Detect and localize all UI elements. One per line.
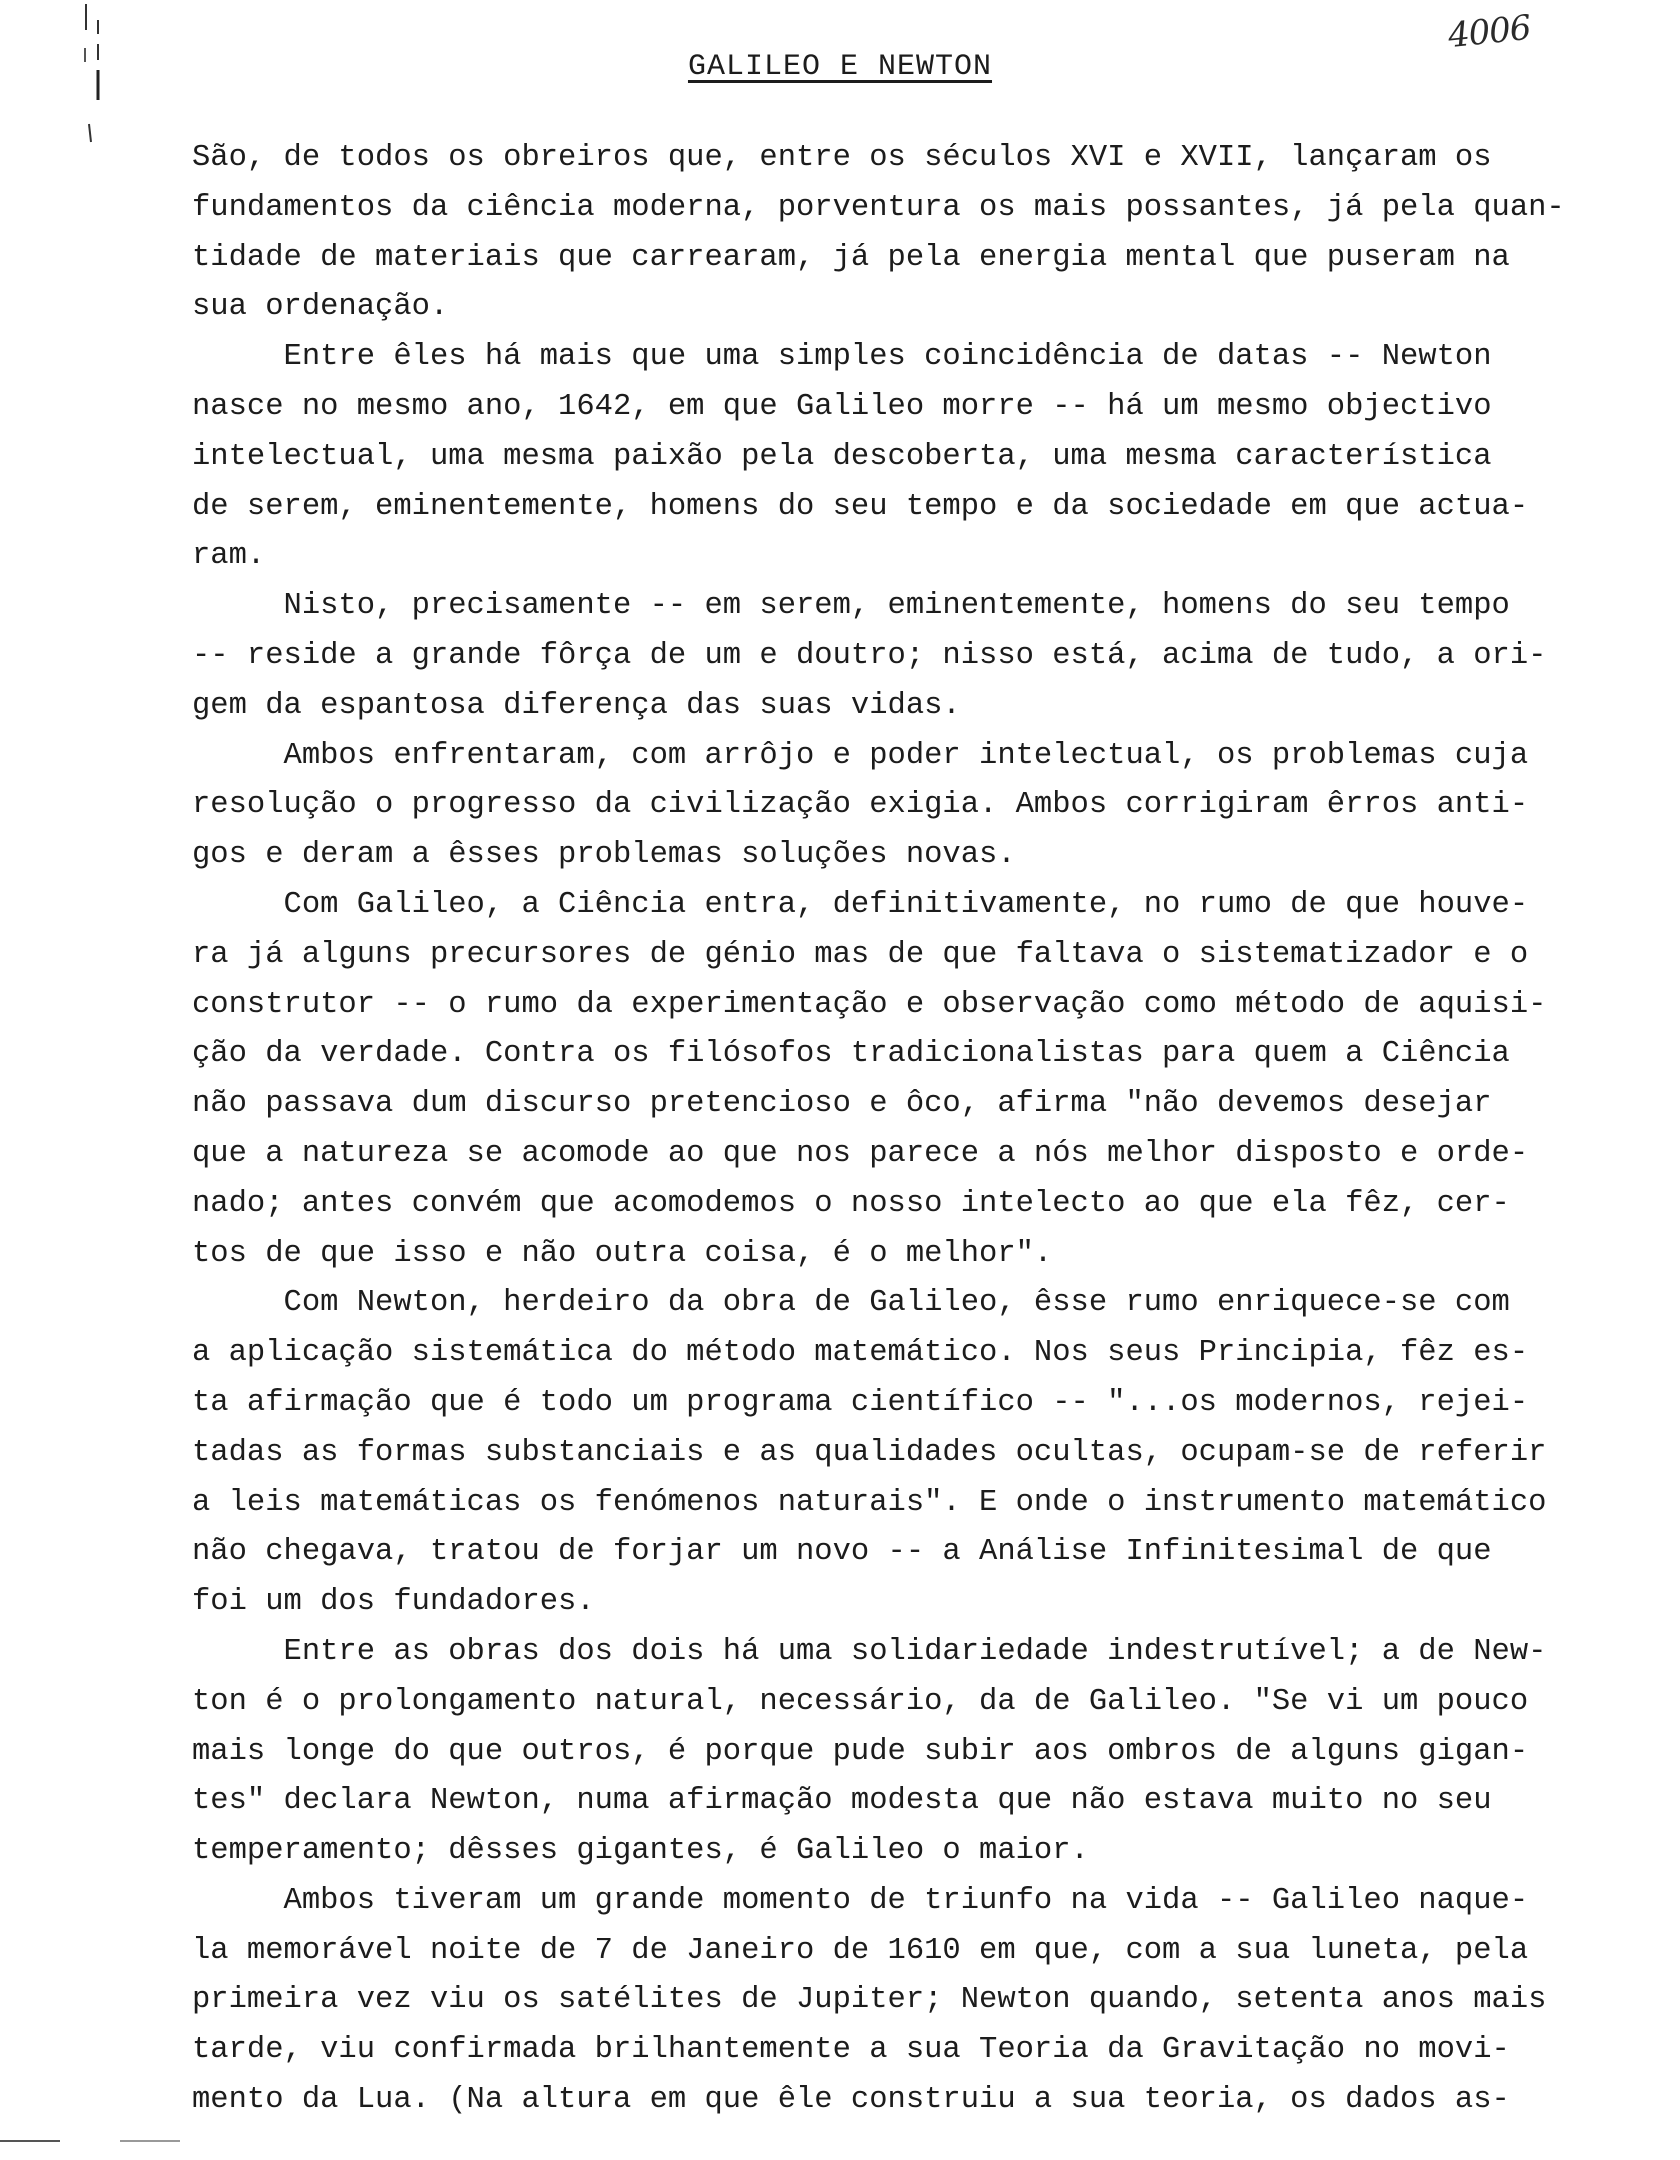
- text-line: intelectual, uma mesma paixão pela descoberta, uma mesma característica: [192, 439, 1492, 474]
- body-text: [192, 134, 1642, 2126]
- text-line: Entre as obras dos dois há uma solidariedade indestrutível; a de New-: [192, 1634, 1547, 1669]
- text-line: gem da espantosa diferença das suas vidas.: [192, 688, 961, 723]
- text-line: ram.: [192, 539, 266, 574]
- text-line: tadas as formas substanciais e as qualidades ocultas, ocupam-se de referir: [192, 1435, 1547, 1470]
- title-text: GALILEO E NEWTON: [687, 50, 993, 84]
- text-line: temperamento; dêsses gigantes, é Galileo o maior.: [192, 1834, 1089, 1869]
- text-line: Com Newton, herdeiro da obra de Galileo, êsse rumo enriquece-se com: [192, 1286, 1510, 1321]
- text-line: Com Galileo, a Ciência entra, definitivamente, no rumo de que houve-: [192, 887, 1529, 922]
- document-title: [0, 50, 1680, 84]
- text-line: ção da verdade. Contra os filósofos tradicionalistas para quem a Ciência: [192, 1037, 1510, 1072]
- text-line: que a natureza se acomode ao que nos parece a nós melhor disposto e orde-: [192, 1136, 1529, 1171]
- text-line: tes" declara Newton, numa afirmação modesta que não estava muito no seu: [192, 1784, 1492, 1819]
- text-line: tarde, viu confirmada brilhantemente a sua Teoria da Gravitação no movi-: [192, 2033, 1510, 2068]
- text-line: tidade de materiais que carrearam, já pela energia mental que puseram na: [192, 240, 1510, 275]
- text-line: não chegava, tratou de forjar um novo -- a Análise Infinitesimal de que: [192, 1535, 1492, 1570]
- text-line: ta afirmação que é todo um programa científico -- "...os modernos, rejei-: [192, 1385, 1529, 1420]
- text-line: primeira vez viu os satélites de Jupiter; Newton quando, setenta anos mais: [192, 1983, 1547, 2018]
- text-line: tos de que isso e não outra coisa, é o melhor".: [192, 1236, 1053, 1271]
- text-line: Entre êles há mais que uma simples coincidência de datas -- Newton: [192, 340, 1492, 375]
- margin-marks: [80, 0, 160, 180]
- text-line: ton é o prolongamento natural, necessário, da de Galileo. "Se vi um pouco: [192, 1684, 1529, 1719]
- text-line: não passava dum discurso pretencioso e ôco, afirma "não devemos desejar: [192, 1087, 1492, 1122]
- text-line: nasce no mesmo ano, 1642, em que Galileo morre -- há um mesmo objectivo: [192, 389, 1492, 424]
- text-line: construtor -- o rumo da experimentação e observação como método de aquisi-: [192, 987, 1547, 1022]
- text-line: -- reside a grande fôrça de um e doutro; nisso está, acima de tudo, a ori-: [192, 638, 1547, 673]
- text-line: sua ordenação.: [192, 290, 449, 325]
- text-line: mais longe do que outros, é porque pude subir aos ombros de alguns gigan-: [192, 1734, 1529, 1769]
- text-line: Ambos tiveram um grande momento de triunfo na vida -- Galileo naque-: [192, 1883, 1529, 1918]
- text-line: Ambos enfrentaram, com arrôjo e poder intelectual, os problemas cuja: [192, 738, 1529, 773]
- handwritten-page-number: 4006: [1446, 7, 1533, 57]
- text-line: a leis matemáticas os fenómenos naturais". E onde o instrumento matemático: [192, 1485, 1547, 1520]
- text-line: gos e deram a êsses problemas soluções novas.: [192, 838, 1016, 873]
- text-line: la memorável noite de 7 de Janeiro de 1610 em que, com a sua luneta, pela: [192, 1933, 1529, 1968]
- text-line: a aplicação sistemática do método matemático. Nos seus Principia, fêz es-: [192, 1336, 1529, 1371]
- text-line: fundamentos da ciência moderna, porventura os mais possantes, já pela quan-: [192, 190, 1565, 225]
- bottom-edge-mark: [0, 2140, 60, 2142]
- text-line: de serem, eminentemente, homens do seu tempo e da sociedade em que actua-: [192, 489, 1529, 524]
- text-line: foi um dos fundadores.: [192, 1585, 595, 1620]
- text-line: Nisto, precisamente -- em serem, eminentemente, homens do seu tempo: [192, 589, 1510, 624]
- bottom-edge-mark: [120, 2140, 180, 2142]
- text-line: nado; antes convém que acomodemos o nosso intelecto ao que ela fêz, cer-: [192, 1186, 1510, 1221]
- text-line: ra já alguns precursores de génio mas de que faltava o sistematizador e o: [192, 937, 1529, 972]
- text-line: São, de todos os obreiros que, entre os séculos XVI e XVII, lançaram os: [192, 141, 1492, 175]
- text-line: mento da Lua. (Na altura em que êle construiu a sua teoria, os dados as-: [192, 2083, 1510, 2118]
- text-line: resolução o progresso da civilização exigia. Ambos corrigiram êrros anti-: [192, 788, 1529, 823]
